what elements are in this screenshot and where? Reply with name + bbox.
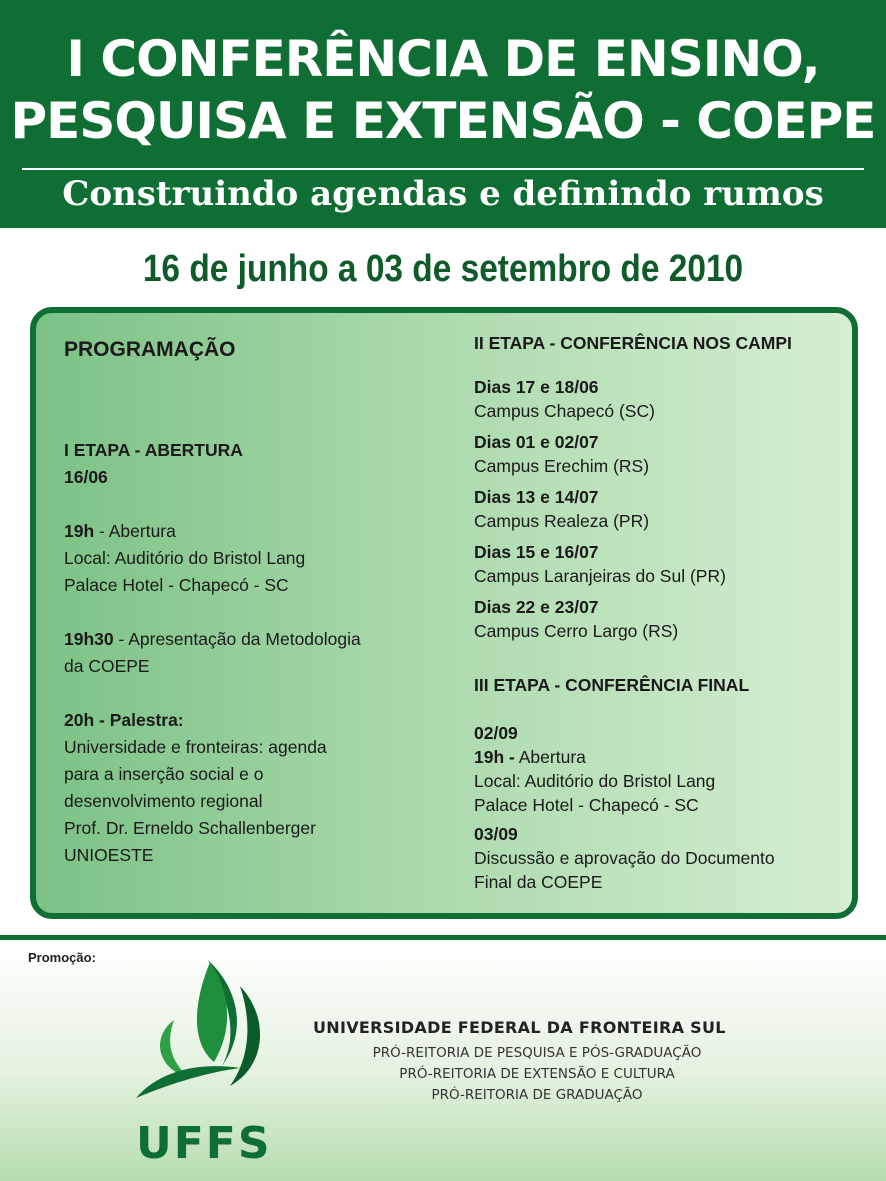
stage2-campus: Campus Cerro Largo (RS): [474, 621, 679, 641]
stage1-title: I ETAPA - ABERTURA: [64, 440, 243, 460]
uffs-logo: [130, 958, 280, 1173]
logo-text: UFFS: [136, 1118, 272, 1169]
header-banner: [0, 0, 886, 228]
stage3-line: Palace Hotel - Chapecó - SC: [474, 795, 699, 815]
stage2-title: II ETAPA - CONFERÊNCIA NOS CAMPI: [474, 333, 792, 353]
item1-line: Palace Hotel - Chapecó - SC: [64, 575, 289, 595]
stage3-date1: 02/09: [474, 723, 518, 743]
stage3-line: Final da COEPE: [474, 872, 603, 892]
conference-title-line2: PESQUISA E EXTENSÃO - COEPE: [10, 92, 876, 150]
stage2-campus: Campus Chapecó (SC): [474, 401, 655, 421]
item3-line: desenvolvimento regional: [64, 791, 263, 811]
stage3-line: Local: Auditório do Bristol Lang: [474, 771, 716, 791]
department-research: PRÓ-REITORIA DE PESQUISA E PÓS-GRADUAÇÃO: [372, 1045, 702, 1061]
item3-line: para a inserção social e o: [64, 764, 264, 784]
stage2-campus: Campus Realeza (PR): [474, 511, 650, 531]
program-right-column: [474, 331, 846, 894]
program-heading: PROGRAMAÇÃO: [64, 338, 236, 361]
footer: [0, 940, 886, 1181]
stage1-item2-heading: [64, 626, 444, 653]
stage2-days: Dias 15 e 16/07: [474, 542, 599, 562]
item3-line: Universidade e fronteiras: agenda: [64, 737, 327, 757]
stage3-time1: 19h -: [474, 747, 515, 767]
stage3-opening: [474, 745, 846, 769]
program-left-column: [64, 335, 444, 869]
item1-time: 19h: [64, 521, 95, 541]
program-panel: [30, 307, 858, 919]
stage1-item1-heading: [64, 518, 444, 545]
stage2-days: Dias 22 e 23/07: [474, 597, 599, 617]
item2-time: 19h30: [64, 629, 114, 649]
stage3-date2: 03/09: [474, 824, 518, 844]
item3-time: 20h - Palestra:: [64, 710, 184, 730]
item2-text: - Apresentação da Metodologia: [113, 629, 361, 649]
item3-line: Prof. Dr. Erneldo Schallenberger: [64, 818, 316, 838]
item3-line: UNIOESTE: [64, 845, 154, 865]
item1-line: Local: Auditório do Bristol Lang: [64, 548, 306, 568]
department-extension: PRÓ-REITORIA DE EXTENSÃO E CULTURA: [399, 1066, 675, 1082]
stage2-days: Dias 17 e 18/06: [474, 377, 599, 397]
department-graduation: PRÓ-REITORIA DE GRADUAÇÃO: [431, 1087, 643, 1103]
stage3-title: III ETAPA - CONFERÊNCIA FINAL: [474, 675, 750, 695]
stage2-campus: Campus Erechim (RS): [474, 456, 650, 476]
event-dates: 16 de junho a 03 de setembro de 2010: [142, 248, 744, 290]
stage1-date: 16/06: [64, 467, 108, 487]
stage2-days: Dias 13 e 14/07: [474, 487, 599, 507]
university-name: UNIVERSIDADE FEDERAL DA FRONTEIRA SUL: [313, 1018, 726, 1037]
item1-text: - Abertura: [94, 521, 176, 541]
conference-subtitle: Construindo agendas e definindo rumos: [62, 174, 824, 214]
stage3-line: Discussão e aprovação do Documento: [474, 848, 775, 868]
item2-line: da COEPE: [64, 656, 150, 676]
conference-title-line1: I CONFERÊNCIA DE ENSINO,: [66, 30, 820, 88]
header-divider: [22, 168, 864, 170]
promo-label: Promoção:: [28, 950, 96, 965]
stage2-campus: Campus Laranjeiras do Sul (PR): [474, 566, 726, 586]
stage3-text1: Abertura: [514, 747, 586, 767]
stage2-days: Dias 01 e 02/07: [474, 432, 599, 452]
